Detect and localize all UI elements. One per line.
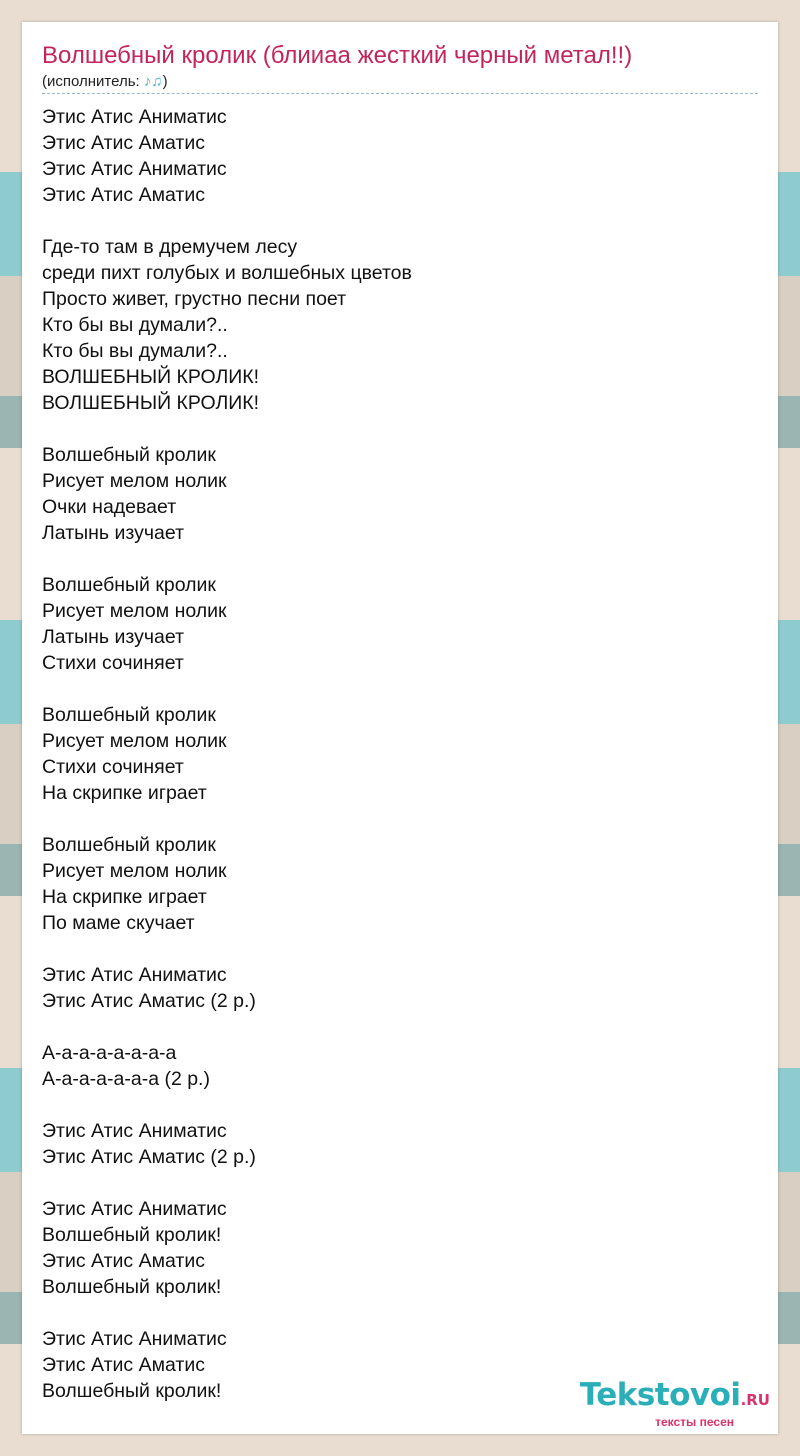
artist-line (42, 73, 168, 90)
lyrics-card (22, 22, 778, 1434)
title-divider (42, 93, 758, 94)
artist-suffix: ) (162, 73, 168, 90)
song-title: Волшебный кролик (блииаа жесткий черный метал!!) (42, 42, 633, 69)
artist-prefix: (исполнитель: (42, 73, 144, 90)
logo-main-text: Tekstovoi (579, 1377, 741, 1413)
lyrics-text: Этис Атис Аниматис Этис Атис Аматис Этис Атис Аниматис Этис Атис Аматис Где-то там в дремучем лесу среди пихт голубых и волшебных цветов Просто живет, грустно песни поет Кто бы вы думали?.. Кто бы вы думали?.. ВОЛШЕБНЫЙ КРОЛИК! ВОЛШЕБНЫЙ КРОЛИК! Волшебный кролик Рисует мелом нолик Очки надевает Латынь изучает Волшебный кролик Рисует мелом нолик Латынь изучает Стихи сочиняет Волшебный кролик Рисует мелом нолик Стихи сочиняет На скрипке играет Волшебный кролик Рисует мелом нолик На скрипке играет По маме скучает Этис Атис Аниматис Этис Атис Аматис (2 р.) А-а-а-а-а-а-а-а А-а-а-а-а-а-а (2 р.) Этис Атис Аниматис Этис Атис Аматис (2 р.) Этис Атис Аниматис Волшебный кролик! Этис Атис Аматис Волшебный кролик! Этис Атис Аниматис Этис Атис Аматис Волшебный кролик! (42, 106, 412, 1402)
artist-link[interactable]: ♪♫ (143, 73, 163, 90)
logo-tagline: тексты песен (655, 1415, 734, 1429)
logo-wordmark (580, 1379, 770, 1416)
site-logo[interactable] (580, 1379, 770, 1428)
logo-domain: .RU (740, 1391, 770, 1409)
